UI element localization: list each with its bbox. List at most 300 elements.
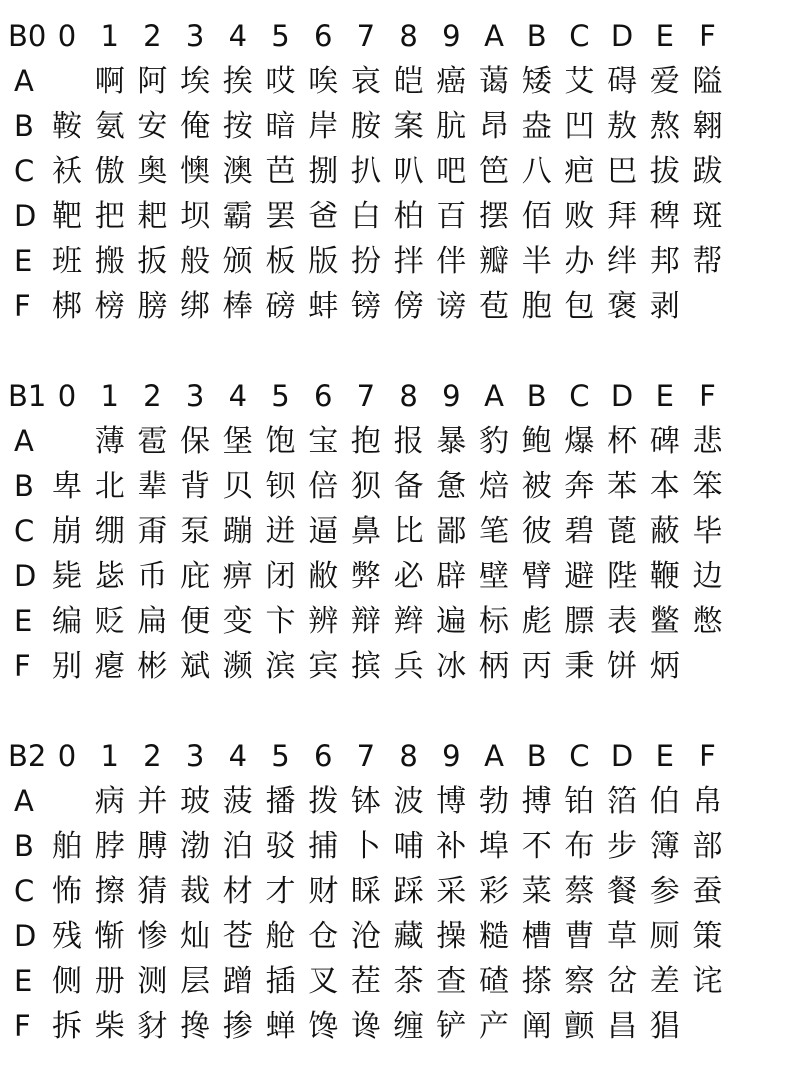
- char-cell: 梆: [52, 289, 82, 324]
- char-cell: 疤: [564, 154, 595, 189]
- char-cell: 补: [436, 829, 467, 864]
- char-cell: 背: [180, 469, 211, 504]
- char-cell: 避: [564, 559, 595, 594]
- char-cell: 败: [564, 199, 595, 234]
- char-cell: 波: [393, 784, 424, 819]
- column-header: 8: [399, 19, 418, 53]
- char-cell: 辩: [350, 604, 381, 639]
- char-cell: 搏: [521, 784, 552, 819]
- char-cell: 鞍: [52, 109, 82, 144]
- table-row: [0, 644, 790, 689]
- char-cell: 策: [692, 919, 723, 954]
- char-cell: 侧: [52, 964, 82, 999]
- row-label: C: [14, 514, 35, 548]
- char-cell: 彩: [479, 874, 509, 909]
- char-cell: 隘: [692, 64, 723, 99]
- char-cell: [45, 419, 89, 464]
- char-cell: 昂: [479, 109, 509, 144]
- char-cell: 残: [52, 919, 82, 954]
- char-cell: 扒: [350, 154, 381, 189]
- char-cell: 碴: [479, 964, 509, 999]
- char-cell: 绊: [607, 244, 638, 279]
- table-row: [0, 1004, 790, 1049]
- table-row: [0, 869, 790, 914]
- char-cell: 蔼: [479, 64, 509, 99]
- row-label: A: [14, 64, 34, 98]
- block-header-row: [0, 734, 790, 779]
- char-cell: 伯: [649, 784, 680, 819]
- char-cell: 埃: [180, 64, 211, 99]
- block-id-label: B2: [8, 739, 47, 773]
- char-cell: 颁: [222, 244, 253, 279]
- char-cell: 叭: [393, 154, 424, 189]
- char-cell: 吧: [436, 154, 467, 189]
- char-cell: 剥: [649, 289, 680, 324]
- char-cell: 肮: [436, 109, 467, 144]
- char-cell: 藏: [393, 919, 424, 954]
- column-header: 6: [313, 379, 333, 413]
- char-cell: 傍: [393, 289, 424, 324]
- column-header: 7: [356, 379, 376, 413]
- char-cell: 薄: [94, 424, 125, 459]
- column-header: 5: [271, 379, 290, 413]
- char-cell: 钵: [350, 784, 381, 819]
- char-cell: 碧: [564, 514, 595, 549]
- column-header: 2: [143, 739, 162, 773]
- row-label: D: [14, 559, 37, 593]
- table-row: [0, 464, 790, 509]
- char-cell: 案: [393, 109, 424, 144]
- char-cell: 埠: [479, 829, 509, 864]
- row-label: A: [14, 424, 34, 458]
- char-cell: 猖: [649, 1009, 680, 1044]
- char-cell: 变: [222, 604, 253, 639]
- column-header: 7: [356, 19, 376, 53]
- char-cell: 渤: [180, 829, 211, 864]
- char-cell: 茬: [350, 964, 381, 999]
- column-header: A: [484, 739, 504, 773]
- column-header: 9: [442, 379, 461, 413]
- column-header: D: [610, 739, 634, 773]
- column-header: 7: [356, 739, 376, 773]
- char-cell: 碍: [607, 64, 638, 99]
- char-cell: 兵: [393, 649, 424, 684]
- char-cell: 餐: [607, 874, 638, 909]
- char-cell: 表: [607, 604, 638, 639]
- char-cell: 才: [265, 874, 296, 909]
- char-cell: 鞭: [649, 559, 680, 594]
- char-cell: 颤: [564, 1009, 595, 1044]
- table-row: [0, 779, 790, 824]
- char-cell: 毕: [692, 514, 723, 549]
- char-cell: 矮: [521, 64, 552, 99]
- char-cell: [686, 1004, 730, 1049]
- char-cell: 仓: [308, 919, 339, 954]
- char-cell: 不: [521, 829, 552, 864]
- char-cell: 绷: [94, 514, 125, 549]
- char-cell: 拔: [649, 154, 680, 189]
- char-cell: 安: [137, 109, 168, 144]
- column-header: 0: [57, 739, 77, 773]
- char-cell: 帮: [692, 244, 723, 279]
- row-label: F: [14, 649, 31, 683]
- char-cell: 饼: [607, 649, 638, 684]
- char-cell: 蹦: [222, 514, 253, 549]
- char-cell: 苍: [222, 919, 253, 954]
- char-cell: 厕: [649, 919, 680, 954]
- char-cell: 簿: [649, 829, 680, 864]
- char-cell: 棒: [222, 289, 253, 324]
- char-cell: 鄙: [436, 514, 467, 549]
- column-header: 9: [442, 739, 461, 773]
- char-cell: 版: [308, 244, 339, 279]
- char-cell: 病: [94, 784, 125, 819]
- column-header: 4: [228, 19, 248, 53]
- char-cell: 白: [350, 199, 381, 234]
- char-cell: 诧: [692, 964, 723, 999]
- char-cell: 闭: [265, 559, 296, 594]
- char-cell: 哺: [393, 829, 424, 864]
- char-cell: 唉: [308, 64, 339, 99]
- char-cell: 辨: [308, 604, 339, 639]
- char-cell: 濒: [222, 649, 253, 684]
- char-cell: 菠: [222, 784, 253, 819]
- row-label: B: [14, 469, 34, 503]
- char-cell: 参: [649, 874, 680, 909]
- row-label: E: [14, 964, 33, 998]
- char-cell: 拨: [308, 784, 339, 819]
- column-header: F: [699, 739, 716, 773]
- char-cell: 堡: [222, 424, 253, 459]
- char-cell: 逼: [308, 514, 339, 549]
- column-header: A: [484, 379, 504, 413]
- char-cell: 卞: [265, 604, 296, 639]
- char-cell: 把: [94, 199, 125, 234]
- char-cell: 搀: [180, 1009, 211, 1044]
- char-cell: 查: [436, 964, 467, 999]
- char-cell: 叉: [308, 964, 339, 999]
- char-cell: 北: [94, 469, 125, 504]
- char-cell: 哎: [265, 64, 296, 99]
- table-row: [0, 59, 790, 104]
- char-cell: 班: [52, 244, 82, 279]
- column-header: 6: [313, 19, 333, 53]
- char-cell: 惭: [94, 919, 125, 954]
- char-cell: 比: [393, 514, 424, 549]
- char-cell: [686, 644, 730, 689]
- char-cell: 哀: [350, 64, 381, 99]
- char-cell: 辫: [393, 604, 424, 639]
- block-id-label: B0: [8, 19, 47, 53]
- char-cell: 按: [222, 109, 253, 144]
- char-cell: 糙: [479, 919, 509, 954]
- char-cell: 甭: [137, 514, 168, 549]
- column-header: 2: [143, 379, 162, 413]
- column-header: 5: [271, 19, 290, 53]
- table-row: [0, 239, 790, 284]
- char-cell: 翱: [692, 109, 723, 144]
- char-cell: 蹭: [222, 964, 253, 999]
- char-cell: 捕: [308, 829, 339, 864]
- char-cell: 熬: [649, 109, 680, 144]
- char-cell: 崩: [52, 514, 82, 549]
- char-cell: 蔡: [564, 874, 595, 909]
- char-cell: 舱: [265, 919, 296, 954]
- table-row: [0, 284, 790, 329]
- char-cell: 驳: [265, 829, 296, 864]
- char-cell: 并: [137, 784, 168, 819]
- char-cell: 迸: [265, 514, 296, 549]
- char-cell: 奔: [564, 469, 595, 504]
- char-cell: 贝: [222, 469, 253, 504]
- char-cell: 袄: [52, 154, 82, 189]
- char-cell: 边: [692, 559, 723, 594]
- row-label: B: [14, 109, 34, 143]
- char-cell: 贬: [94, 604, 125, 639]
- column-header: B: [526, 19, 547, 53]
- char-cell: 馋: [308, 1009, 339, 1044]
- char-cell: [45, 59, 89, 104]
- char-cell: 笔: [479, 514, 509, 549]
- table-row: [0, 509, 790, 554]
- char-cell: 宾: [308, 649, 339, 684]
- char-cell: 板: [265, 244, 296, 279]
- char-cell: 倍: [308, 469, 339, 504]
- char-cell: 差: [649, 964, 680, 999]
- char-cell: 靶: [52, 199, 82, 234]
- char-cell: 瓣: [479, 244, 509, 279]
- char-cell: 俺: [180, 109, 211, 144]
- row-label: A: [14, 784, 34, 818]
- char-cell: 膘: [564, 604, 595, 639]
- column-header: 9: [442, 19, 461, 53]
- row-label: D: [14, 919, 37, 953]
- block-id-label: B1: [8, 379, 47, 413]
- char-cell: 摆: [479, 199, 509, 234]
- char-cell: 阿: [137, 64, 168, 99]
- char-cell: 产: [479, 1009, 509, 1044]
- char-cell: 布: [564, 829, 595, 864]
- column-header: E: [655, 19, 674, 53]
- char-cell: 罢: [265, 199, 296, 234]
- char-cell: 狈: [350, 469, 381, 504]
- char-cell: 蓖: [607, 514, 638, 549]
- char-cell: 测: [137, 964, 168, 999]
- row-label: B: [14, 829, 34, 863]
- column-header: D: [610, 379, 634, 413]
- char-cell: 般: [180, 244, 211, 279]
- char-cell: 扁: [137, 604, 168, 639]
- table-row: [0, 419, 790, 464]
- char-cell: 蚌: [308, 289, 339, 324]
- char-cell: 标: [479, 604, 509, 639]
- column-header: 6: [313, 739, 333, 773]
- char-cell: 跋: [692, 154, 723, 189]
- column-header: B: [526, 739, 547, 773]
- char-cell: 包: [564, 289, 595, 324]
- char-cell: 铲: [436, 1009, 467, 1044]
- char-cell: 拆: [52, 1009, 82, 1044]
- char-cell: 掺: [222, 1009, 253, 1044]
- column-header: A: [484, 19, 504, 53]
- char-cell: 缠: [393, 1009, 424, 1044]
- char-cell: 猜: [137, 874, 168, 909]
- char-cell: 采: [436, 874, 467, 909]
- char-cell: 抱: [350, 424, 381, 459]
- char-cell: 佰: [521, 199, 552, 234]
- column-header: 8: [399, 379, 418, 413]
- char-cell: 遍: [436, 604, 467, 639]
- char-cell: 钡: [265, 469, 296, 504]
- char-cell: 暴: [436, 424, 467, 459]
- char-cell: 被: [521, 469, 552, 504]
- char-cell: 摈: [350, 649, 381, 684]
- char-cell: 褒: [607, 289, 638, 324]
- char-cell: 憋: [692, 604, 723, 639]
- char-cell: 笆: [479, 154, 509, 189]
- char-cell: 财: [308, 874, 339, 909]
- char-cell: 斌: [180, 649, 211, 684]
- column-header: B: [526, 379, 547, 413]
- char-cell: 陛: [607, 559, 638, 594]
- column-header: C: [569, 19, 590, 53]
- char-cell: 柄: [479, 649, 509, 684]
- char-cell: 毖: [94, 559, 125, 594]
- char-cell: 澳: [222, 154, 253, 189]
- char-cell: 暗: [265, 109, 296, 144]
- char-cell: 编: [52, 604, 82, 639]
- char-cell: 庇: [180, 559, 211, 594]
- table-row: [0, 149, 790, 194]
- column-header: 0: [57, 19, 77, 53]
- char-cell: 脖: [94, 829, 125, 864]
- column-header: 5: [271, 739, 290, 773]
- column-header: 3: [185, 19, 205, 53]
- char-cell: 拜: [607, 199, 638, 234]
- char-cell: 癌: [436, 64, 467, 99]
- char-cell: 辈: [137, 469, 168, 504]
- char-cell: 敝: [308, 559, 339, 594]
- char-cell: 本: [649, 469, 680, 504]
- char-cell: 币: [137, 559, 168, 594]
- char-cell: 怖: [52, 874, 82, 909]
- char-cell: 雹: [137, 424, 168, 459]
- char-cell: 办: [564, 244, 595, 279]
- char-cell: 稗: [649, 199, 680, 234]
- char-cell: 彼: [521, 514, 552, 549]
- table-row: [0, 959, 790, 1004]
- char-cell: 部: [692, 829, 723, 864]
- char-cell: 臂: [521, 559, 552, 594]
- char-cell: 霸: [222, 199, 253, 234]
- char-cell: 操: [436, 919, 467, 954]
- char-cell: 材: [222, 874, 253, 909]
- table-row: [0, 554, 790, 599]
- char-cell: 坝: [180, 199, 211, 234]
- char-cell: 擦: [94, 874, 125, 909]
- char-cell: 灿: [180, 919, 211, 954]
- row-label: C: [14, 154, 35, 188]
- char-cell: 挨: [222, 64, 253, 99]
- char-cell: 卑: [52, 469, 82, 504]
- char-cell: 保: [180, 424, 211, 459]
- char-cell: 瘪: [94, 649, 125, 684]
- char-cell: 蔽: [649, 514, 680, 549]
- char-cell: 耙: [137, 199, 168, 234]
- char-cell: [686, 284, 730, 329]
- char-cell: 搽: [521, 964, 552, 999]
- char-cell: 睬: [350, 874, 381, 909]
- char-cell: 泊: [222, 829, 253, 864]
- row-label: C: [14, 874, 35, 908]
- char-cell: 丙: [521, 649, 552, 684]
- table-row: [0, 599, 790, 644]
- char-cell: 报: [393, 424, 424, 459]
- char-cell: 谤: [436, 289, 467, 324]
- char-cell: 八: [521, 154, 552, 189]
- column-header: C: [569, 739, 590, 773]
- char-cell: 啊: [94, 64, 125, 99]
- char-cell: 插: [265, 964, 296, 999]
- column-header: F: [699, 379, 716, 413]
- char-cell: 舶: [52, 829, 82, 864]
- row-label: F: [14, 289, 31, 323]
- char-cell: 痹: [222, 559, 253, 594]
- char-cell: 百: [436, 199, 467, 234]
- char-cell: 草: [607, 919, 638, 954]
- char-cell: 冰: [436, 649, 467, 684]
- char-cell: 帛: [692, 784, 723, 819]
- char-cell: 茶: [393, 964, 424, 999]
- block-header-row: [0, 374, 790, 419]
- table-row: [0, 194, 790, 239]
- char-cell: 绑: [180, 289, 211, 324]
- char-cell: 豺: [137, 1009, 168, 1044]
- char-cell: 豹: [479, 424, 509, 459]
- char-cell: 搬: [94, 244, 125, 279]
- char-cell: 奥: [137, 154, 168, 189]
- char-cell: 辟: [436, 559, 467, 594]
- char-cell: 别: [52, 649, 82, 684]
- char-cell: 艾: [564, 64, 595, 99]
- char-cell: 察: [564, 964, 595, 999]
- table-row: [0, 104, 790, 149]
- char-cell: 盎: [521, 109, 552, 144]
- char-cell: 皑: [393, 64, 424, 99]
- char-cell: 毙: [52, 559, 82, 594]
- row-label: E: [14, 244, 33, 278]
- char-cell: 斑: [692, 199, 723, 234]
- char-cell: 焙: [479, 469, 509, 504]
- char-cell: 惨: [137, 919, 168, 954]
- row-label: D: [14, 199, 37, 233]
- char-cell: 必: [393, 559, 424, 594]
- char-cell: 谗: [350, 1009, 381, 1044]
- char-cell: 玻: [180, 784, 211, 819]
- char-cell: 敖: [607, 109, 638, 144]
- char-cell: 步: [607, 829, 638, 864]
- char-cell: 博: [436, 784, 467, 819]
- char-cell: 播: [265, 784, 296, 819]
- column-header: 1: [100, 739, 119, 773]
- char-cell: 凹: [564, 109, 595, 144]
- char-cell: 踩: [393, 874, 424, 909]
- char-cell: 宝: [308, 424, 339, 459]
- column-header: 0: [57, 379, 77, 413]
- char-cell: 苞: [479, 289, 509, 324]
- char-cell: 曹: [564, 919, 595, 954]
- char-cell: 扮: [350, 244, 381, 279]
